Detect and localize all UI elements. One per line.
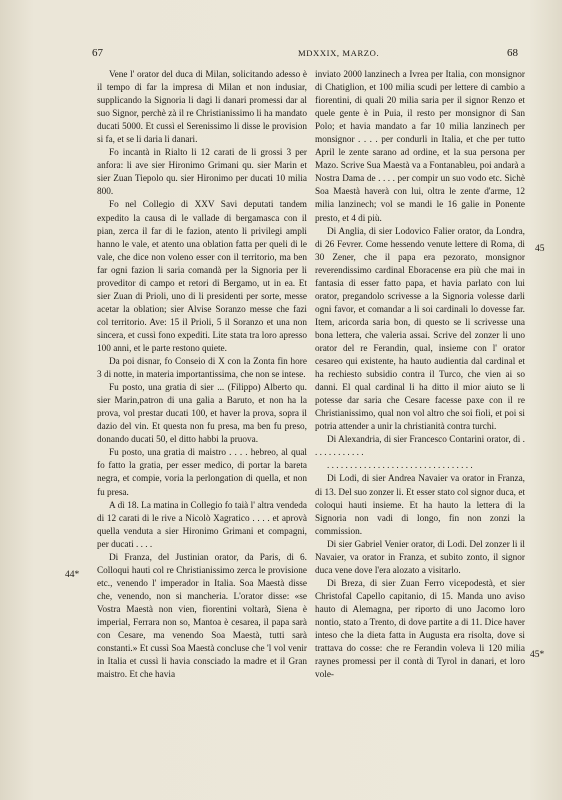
paragraph: Fo incantà in Rialto li 12 carati de li grossi 3 per anfora: li ave sier Hironimo Grimani qu. sier Marin et sier Zuan Tiepolo qu. sier Hironimo per ducati 10 milia 800.	[97, 148, 307, 198]
left-column	[97, 69, 307, 682]
page-number-left: 67	[92, 47, 103, 59]
paragraph: Di Breza, di sier Zuan Ferro vicepodestà, et sier Christofal Capello capitanio, di 15. Manda uno aviso hauto di Alemagna, per riporto di uno Jacomo loro nontio, stato a Trento, di dove partite a di 11. Dice haver inteso che la dieta fatta in Augusta era risolta, dove si trattava do cosse: che re Ferandin voleva li 120 milia raynes promessi per il contà di Tyrol in danari, et loro vole-	[315, 578, 525, 681]
page-number-right: 68	[507, 47, 518, 59]
ellipsis-line: . . . . . . . . . . . . . . . . . . . . . . . . . . . . . . . .	[327, 461, 473, 472]
paragraph: Fo nel Collegio di XXV Savi deputati tandem expedito la causa di le vallade di bergamasca con il pian, zerca il far di le fazion, atento li privilegi ampli hanno le vale, et atento una oblation fatta per queli di le vale, che dice non voleno esser con il territorio, ma ben far ogni fazion li saria comandà per la Signoria per li proveditor di campo et retori di Bergamo, ut in ea. Et sier Zuan di Prioli, uno di li presidenti per sorte, messe acetar la oblation; sier Alvise Soranzo messe che fazi col territorio. Ave: 15 il Prioli, 5 il Soranzo et una non sincera, et cussì fono expediti. Lite stata tra loro apresso 100 anni, et le parte restono quiete.	[97, 200, 307, 354]
page-header	[92, 47, 518, 63]
margin-note-left: 44*	[65, 570, 80, 580]
right-column	[315, 69, 525, 682]
margin-note-right-2: 45*	[530, 650, 545, 660]
paragraph: Di Lodi, di sier Andrea Navaier va orator in Franza, di 13. Del suo zonzer li. Et esser stato col signor duca, et coloqui hauti insieme. Et ha hauto la lettera di la Signoria non vadi di longo, fin non zonzi la commission.	[315, 474, 525, 537]
running-title: MDXXIX, MARZO.	[298, 48, 380, 58]
paragraph: Fu posto, una gratia di maistro . . . . hebreo, al qual fo fatto la gratia, per esser medico, di portar la bareta negra, et compie, voria la perlongation di quella, et non fu presa.	[97, 448, 307, 498]
paragraph: Di sier Gabriel Venier orator, di Lodi. Del zonzer li il Navaier, va orator in Franza, et subito zonto, il signor duca vene dove l'era alozato a visitarlo.	[315, 539, 525, 576]
paragraph: Da poi disnar, fo Conseio di X con la Zonta fin hore 3 di notte, in materia importantissima, che non se intese.	[97, 357, 307, 381]
paragraph: A dì 18. La matina in Collegio fo taià l' altra vendeda di 12 carati di le rive a Nicolò Xagratico . . . . et aprovà quella venduta a sier Hironimo Grimani et compagni, per ducati . . . .	[97, 500, 307, 550]
paragraph: Di Anglia, di sier Lodovico Falier orator, da Londra, di 26 Fevrer. Come hessendo venute lettere di Roma, di 30 Zener, che il papa era pezorato, monsignor reverendissimo cardinal Eboracense era più che mai in fantasia di esser fatto papa, et havia parlato con lui orator, pregandolo scrivesse a la Signoria volesse darli ogni favor, et comandar a li soi cardinali lo dovesse far. Item, aricorda saria bon, di questo se li scrivesse una bona lettera, che valeria assai. Scrive del zonzer li uno orator del re Ferandin, qual, insieme con l' orator cesareo qui existente, ha hauto audientia dal cardinal et ha rechiesto subsidio contra il Turco, che vien ai so danni. El qual cardinal li ha ditto il mior aiuto se li potesse dar saria che Cesare facesse paxe con il re Christianissimo, qual non vol altro che soi fioli, et poi si potria attender a unir la christianità contra turchi.	[315, 226, 525, 433]
paragraph: Vene l' orator del duca di Milan, solicitando adesso è il tempo di far la impresa di Milan et non indusiar, supplicando la Signoria li dagi li danari promessi dar al suo Signor, perchè zà il re Christianissimo li ha mandato ducati 5000. Et cussì el Serenissimo li disse le provision si fa, et se li daria li danari.	[97, 70, 307, 146]
paragraph: Di Alexandria, di sier Francesco Contarini orator, di . . . . . . . . . . . .	[315, 435, 525, 459]
paragraph: Fu posto, una gratia di sier ... (Filippo) Alberto qu. sier Marin,patron di una galia a Baruto, et non ha la prova, vol prestar ducati 100, et haver la prova, sopra il dazio del vin. Et questa non fu presa, ma ben fu preso, donando ducati 50, el ditto habbi la pruova.	[97, 383, 307, 446]
paragraph: Di Franza, del Justinian orator, da Paris, di 6. Colloqui hauti col re Christianissimo zerca le provisione etc., venendo l' imperador in Italia. Soa Maestà disse che, venendo, non si mancheria. L'orator disse: «se Vostra Maestà non vien, fiorentini voltarà, Siena è imperial, Ferrara non so, Mantoa è cesarea, il papa sarà con Cesare, ma venendo Soa Maestà, tutti sarà constanti.» Et cussì Soa Maestà concluse che 'l vol venir in Italia et cussì li havia consciado la madre et il Gran maistro. Et che havia	[97, 552, 307, 681]
margin-note-right: 45	[535, 244, 545, 254]
paragraph: inviato 2000 lanzinech a Ivrea per Italia, con monsignor di Chatiglion, et 100 milia scudi per lettere di cambio a fiorentini, di quali 20 milia saria per il signor Renzo et quele gente è in Puia, il resto per monsignor di San Polo; et havia mandato a far 10 milia lanzinech per monsignor . . . . per condurli in Italia, et che per tutto April le zente sarano ad ordine, et la sua persona per Mazo. Scrive Sua Maestà va a Fontanableu, poi andarà a Nostra Dama de . . . . per compir un suo vodo etc. Sichè Soa Maestà haverà con lui, oltra le zente d'arme, 12 milia lanzinech; vol se mandi le 16 galie in Ponente presto, et 4 di più.	[315, 70, 525, 224]
